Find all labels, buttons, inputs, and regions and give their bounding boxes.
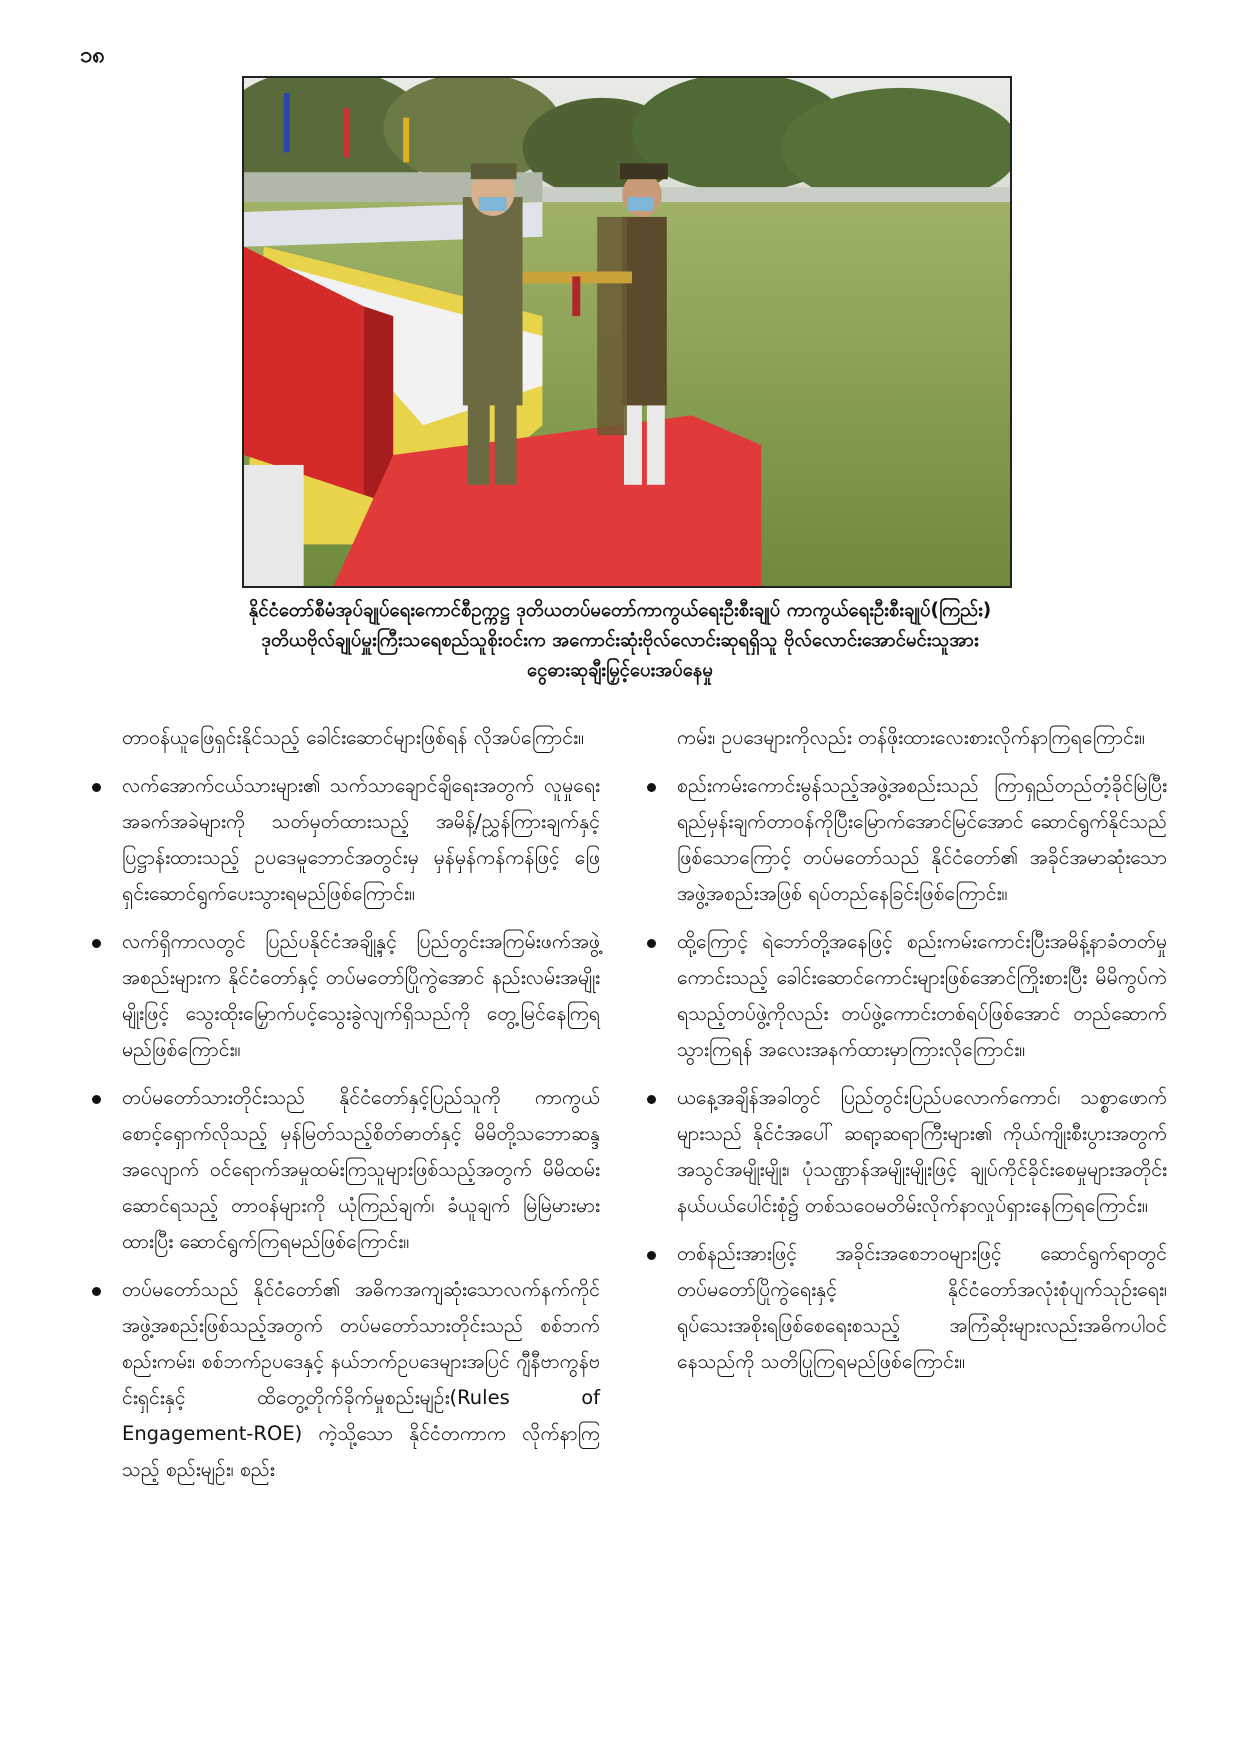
page-number: ၁၈ [80,43,105,68]
paragraph: တာဝန်ယူဖြေရှင်းနိုင်သည့် ခေါင်းဆောင်များဖြစ်ရန် လိုအပ်ကြောင်း။ [122,726,584,749]
bullet-paragraph: တစ်နည်းအားဖြင့် အခိုင်းအစေဘဝများဖြင့် ဆောင်ရွက်ရာတွင် တပ်မတော်ပြိုကွဲရေးနှင့် နိုင်ငံတော်အလုံးစုံပျက်သုဉ်းရေး၊ ရုပ်သေးအစိုးရဖြစ်စေရေးစသည့် အကြံဆိုးများလည်းအဓိကပါဝင်နေသည်ကို သတိပြုကြရမည်ဖြစ်ကြောင်း။ [645,1236,1167,1380]
caption-line: ဒုတိယဗိုလ်ချုပ်မှူးကြီးသရေစည်သူစိုးဝင်းက အကောင်းဆုံးဗိုလ်လောင်းဆုရရှိသူ ဗိုလ်လောင်းအောင်မင်းသူအား [261,630,979,651]
left-column [90,720,600,1500]
bullet-paragraph: စည်းကမ်းကောင်းမွန်သည့်အဖွဲ့အစည်းသည် ကြာရှည်တည်တံ့ခိုင်မြဲပြီး ရည်မှန်းချက်တာဝန်ကိုပြီးမြောက်အောင်မြင်အောင် ဆောင်ရွက်နိုင်သည်ဖြစ်သောကြောင့် တပ်မတော်သည် နိုင်ငံတော်၏ အခိုင်အမာဆုံးသော အဖွဲ့အစည်းအဖြစ် ရပ်တည်နေခြင်းဖြစ်ကြောင်း။ [645,768,1167,912]
bullet-paragraph: ယနေ့အချိန်အခါတွင် ပြည်တွင်းပြည်ပလောက်ကောင်၊ သစ္စာဖောက်များသည် နိုင်ငံအပေါ် ဆရာ့ဆရာကြီးများ၏ ကိုယ်ကျိုးစီးပွားအတွက် အသွင်အမျိုးမျိုး၊ ပုံသဏ္ဌာန်အမျိုးမျိုးဖြင့် ချုပ်ကိုင်ခိုင်းစေမှုများအတိုင်း နယ်ပယ်ပေါင်းစုံ၌ တစ်သဝေမတိမ်းလိုက်နာလှုပ်ရှားနေကြရကြောင်း။ [645,1080,1167,1224]
bullet-paragraph: လက်ရှိကာလတွင် ပြည်ပနိုင်ငံအချို့နှင့် ပြည်တွင်းအကြမ်းဖက်အဖွဲ့အစည်းများက နိုင်ငံတော်နှင့် တပ်မတော်ပြိုကွဲအောင် နည်းလမ်းအမျိုးမျိုးဖြင့် သွေးထိုးမြှောက်ပင့်သွေးခွဲလျက်ရှိသည်ကို တွေ့မြင်နေကြရမည်ဖြစ်ကြောင်း။ [90,924,600,1068]
ceremony-photo [242,76,1012,588]
bullet-paragraph: တပ်မတော်သားတိုင်းသည် နိုင်ငံတော်နှင့်ပြည်သူကို ကာကွယ်စောင့်ရှောက်လိုသည့် မှန်မြတ်သည့်စိတ်ဓာတ်နှင့် မိမိတို့သဘောဆန္ဒအလျောက် ဝင်ရောက်အမှုထမ်းကြသူများဖြစ်သည့်အတွက် မိမိထမ်းဆောင်ရသည့် တာဝန်များကို ယုံကြည်ချက်၊ ခံယူချက် မြဲမြဲမားမားထားပြီး ဆောင်ရွက်ကြရမည်ဖြစ်ကြောင်း။ [90,1080,600,1260]
photo-caption [110,596,1130,686]
caption-line: နိုင်ငံတော်စီမံအုပ်ချုပ်ရေးကောင်စီဥက္ကဋ္ဌ ဒုတိယတပ်မတော်ကာကွယ်ရေးဦးစီးချုပ် ကာကွယ်ရေးဦးစီးချုပ်(ကြည်း) [248,600,992,621]
bullet-paragraph: လက်အောက်ငယ်သားများ၏ သက်သာချောင်ချိရေးအတွက် လူမှုရေးအခက်အခဲများကို သတ်မှတ်ထားသည့် အမိန့်/ညွှန်ကြားချက်နှင့် ပြဋ္ဌာန်းထားသည့် ဥပဒေမူဘောင်အတွင်းမှ မှန်မှန်ကန်ကန်ဖြင့် ဖြေရှင်းဆောင်ရွက်ပေးသွားရမည်ဖြစ်ကြောင်း။ [90,768,600,912]
caption-line: ငွေဓားဆုချီးမြှင့်ပေးအပ်နေမှု [527,660,713,681]
bullet-paragraph: ထို့ကြောင့် ရဲဘော်တို့အနေဖြင့် စည်းကမ်းကောင်းပြီးအမိန့်နာခံတတ်မှုကောင်းသည့် ခေါင်းဆောင်ကောင်းများဖြစ်အောင်ကြိုးစားပြီး မိမိကွပ်ကဲရသည့်တပ်ဖွဲ့ကိုလည်း တပ်ဖွဲ့ကောင်းတစ်ရပ်ဖြစ်အောင် တည်ဆောက်သွားကြရန် အလေးအနက်ထားမှာကြားလိုကြောင်း။ [645,924,1167,1068]
bullet-paragraph: တပ်မတော်သည် နိုင်ငံတော်၏ အဓိကအကျဆုံးသောလက်နက်ကိုင်အဖွဲ့အစည်းဖြစ်သည့်အတွက် တပ်မတော်သားတိုင်းသည် စစ်ဘက်စည်းကမ်း၊ စစ်ဘက်ဥပဒေနှင့် နယ်ဘက်ဥပဒေများအပြင် ဂျီနီဗာကွန်ဗင်းရှင်းနှင့် ထိတွေ့တိုက်ခိုက်မှုစည်းမျဉ်း(Rules of Engagement-ROE) ကဲ့သို့သော နိုင်ငံတကာက လိုက်နာကြသည့် စည်းမျဉ်း၊ စည်း [90,1272,600,1488]
right-column [645,720,1167,1392]
paragraph: ကမ်း၊ ဥပဒေများကိုလည်း တန်ဖိုးထားလေးစားလိုက်နာကြရကြောင်း။ [677,726,1145,749]
